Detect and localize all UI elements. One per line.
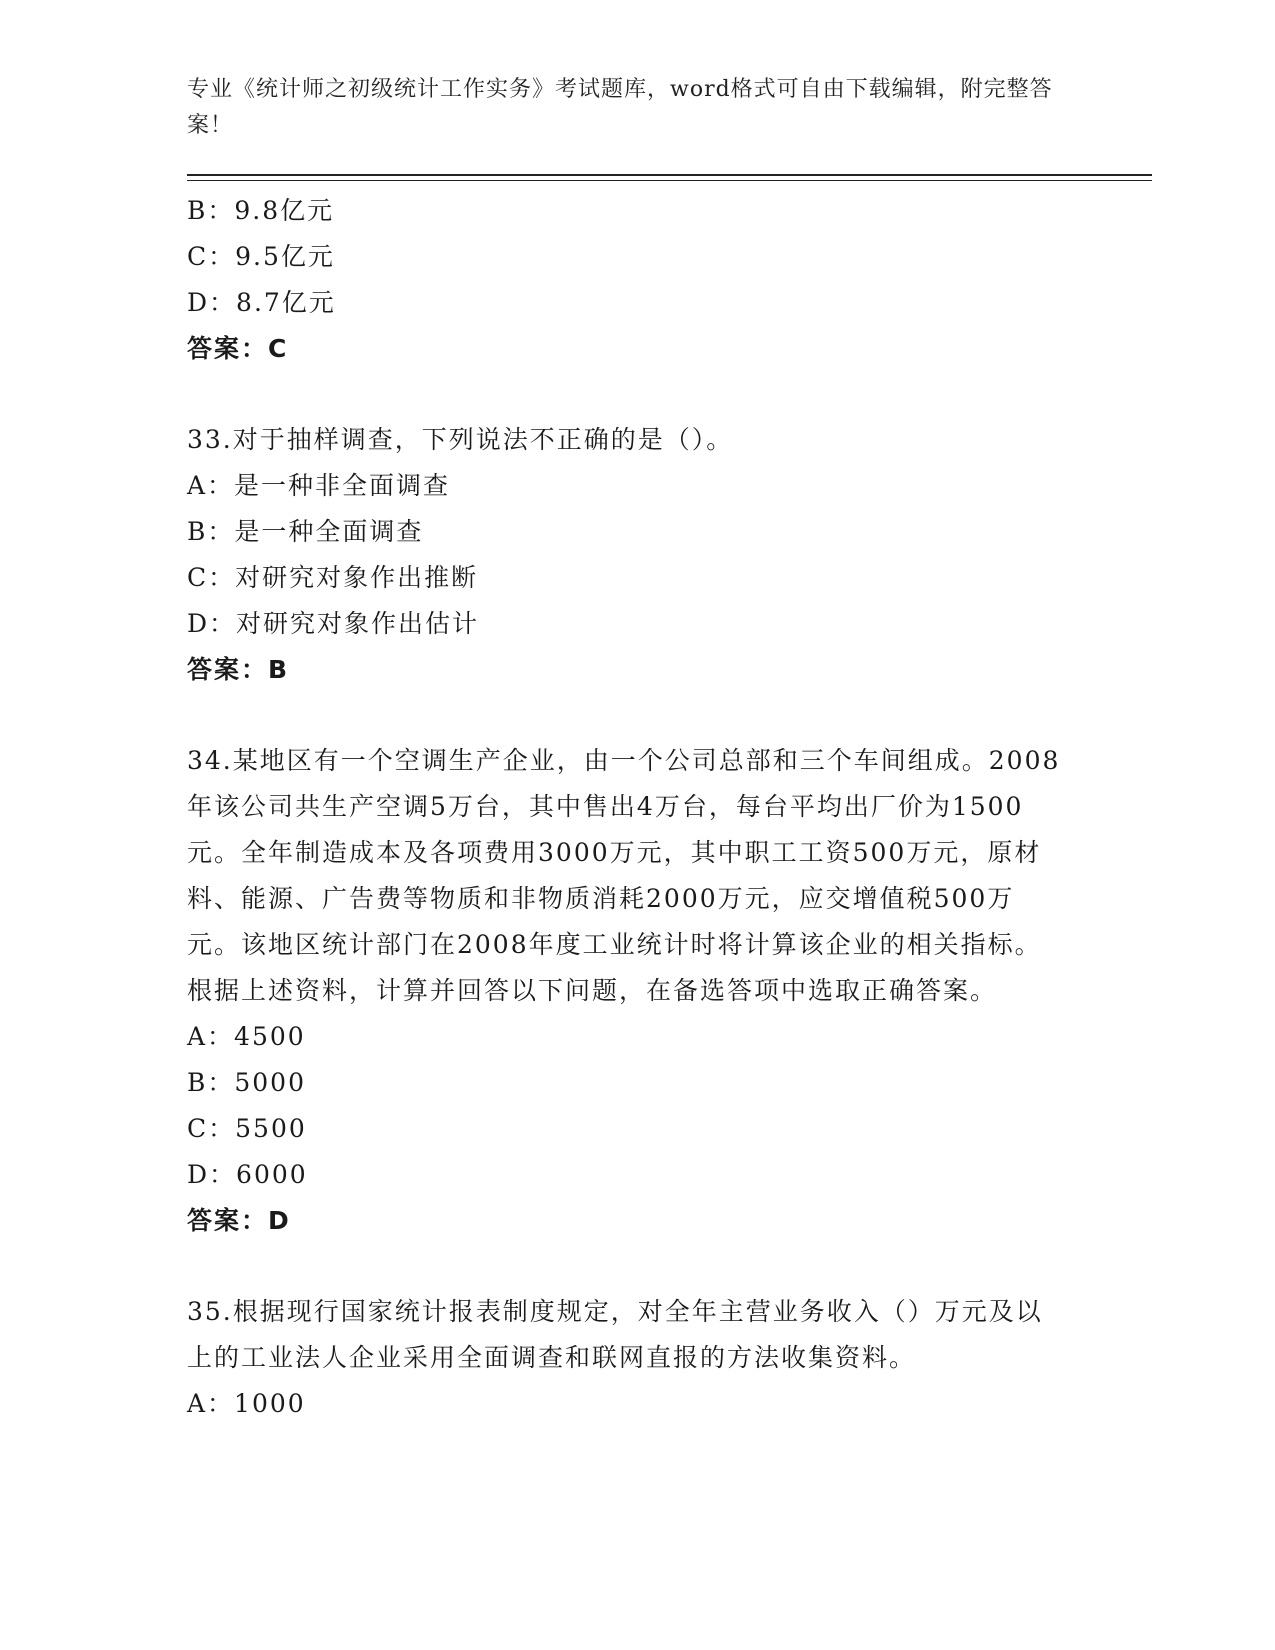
option-a: A：1000 [187,1389,306,1418]
page-header: 专业《统计师之初级统计工作实务》考试题库，word格式可自由下载编辑，附完整答案！ [187,77,1053,138]
option-c: C：5500 [187,1114,307,1143]
question-block [187,417,1067,693]
answer-line: 答案：C [187,334,289,363]
option-c: C：对研究对象作出推断 [187,563,479,592]
question-list [187,188,1067,1427]
question-text: 33.对于抽样调查，下列说法不正确的是（）。 [187,425,734,454]
option-d: D：8.7亿元 [187,288,336,317]
option-b: B：是一种全面调查 [187,517,424,546]
header-rule-thin [187,180,1152,181]
question-text: 35.根据现行国家统计报表制度规定，对全年主营业务收入（）万元及以上的工业法人企业采用全面调查和联网直报的方法收集资料。 [187,1297,1043,1372]
option-b: B：5000 [187,1068,306,1097]
answer-line: 答案：B [187,655,290,684]
header-rule-thick [187,174,1152,176]
option-b: B：9.8亿元 [187,196,335,225]
spacer [187,1244,1067,1289]
question-block [187,738,1067,1244]
option-a: A：4500 [187,1022,306,1051]
question-block [187,188,1067,372]
answer-line: 答案：D [187,1206,291,1235]
spacer [187,693,1067,738]
option-d: D：对研究对象作出估计 [187,609,480,638]
question-block [187,1289,1067,1427]
option-a: A：是一种非全面调查 [187,471,451,500]
question-text: 34.某地区有一个空调生产企业，由一个公司总部和三个车间组成。2008年该公司共生产空调5万台，其中售出4万台，每台平均出厂价为1500元。全年制造成本及各项费用3000万元，其中职工工资500万元，原材料、能源、广告费等物质和非物质消耗2000万元，应交增值税500万元。该地区统计部门在2008年度工业统计时将计算该企业的相关指标。根据上述资料，计算并回答以下问题，在备选答项中选取正确答案。 [187,746,1061,1005]
spacer [187,372,1067,417]
option-c: C：9.5亿元 [187,242,335,271]
option-d: D：6000 [187,1160,308,1189]
